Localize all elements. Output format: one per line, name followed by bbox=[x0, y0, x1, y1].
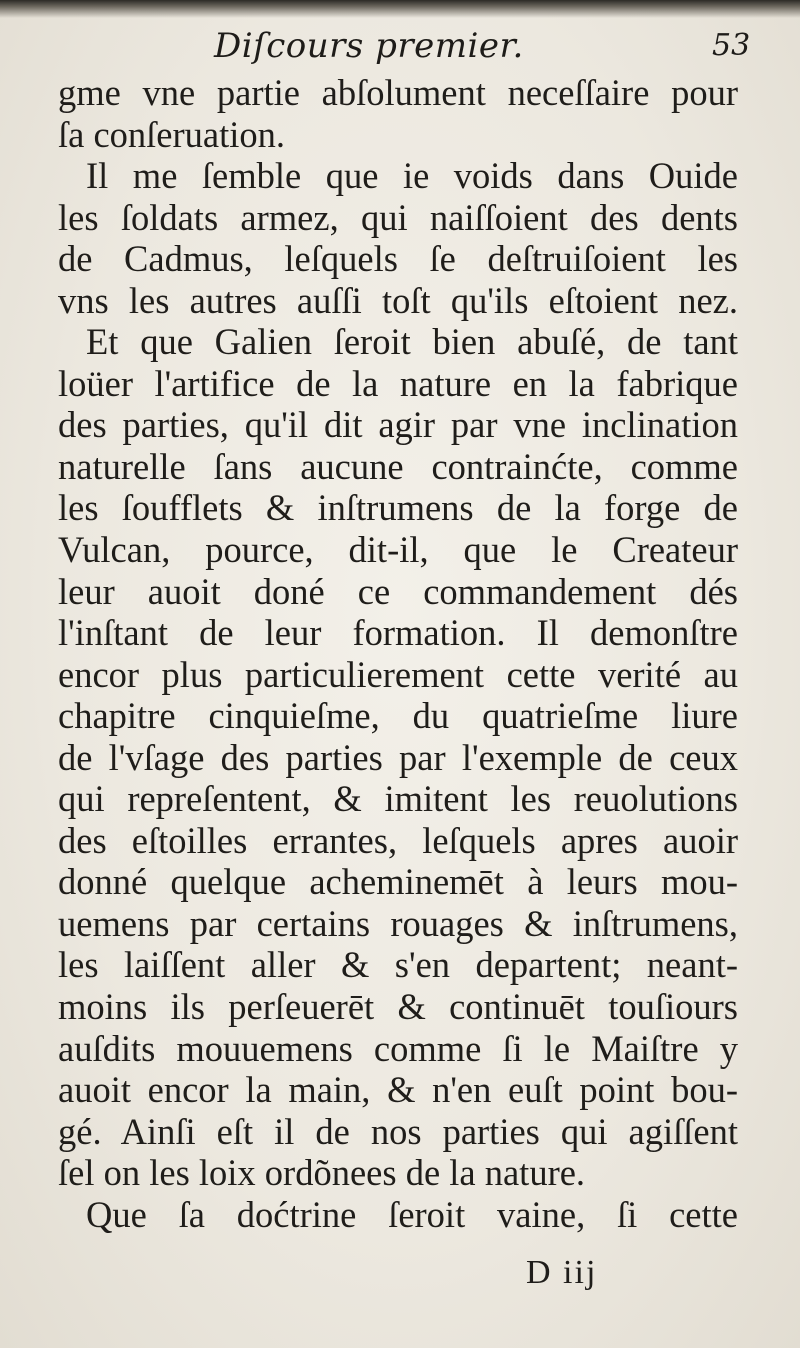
text-line: l'inſtant de leur formation. Il demonſtre bbox=[58, 612, 738, 654]
text-line: Vulcan, pource, dit-il, que le Createur bbox=[58, 529, 738, 571]
text-line: Et que Galien ſeroit bien abuſé, de tant bbox=[86, 321, 738, 363]
text-line: de l'vſage des parties par l'exemple de ceux bbox=[58, 736, 738, 778]
text-line: leur auoit doné ce commandement dés bbox=[58, 570, 738, 612]
text-line: Il me ſemble que ie voids dans Ouide bbox=[86, 155, 738, 197]
text-line: naturelle ſans aucune contrainćte, comme bbox=[58, 445, 738, 487]
text-line: qui repreſentent, & imitent les reuolutions bbox=[58, 778, 738, 820]
text-line: les laiſſent aller & s'en departent; neant- bbox=[58, 944, 738, 986]
text-line: gé. Ainſi eſt il de nos parties qui agiſſent bbox=[58, 1110, 738, 1152]
text-line: chapitre cinquieſme, du quatrieſme liure bbox=[58, 695, 738, 737]
text-line: encor plus particulierement cette verité au bbox=[58, 653, 738, 695]
page-number: 53 bbox=[712, 28, 751, 63]
text-line: ſel on les loix ordõnees de la nature. bbox=[58, 1152, 586, 1194]
text-line: vns les autres auſſi toſt qu'ils eſtoient nez. bbox=[58, 279, 738, 321]
text-line: Que ſa doćtrine ſeroit vaine, ſi cette bbox=[86, 1193, 738, 1235]
text-line: uemens par certains rouages & inſtrumens, bbox=[58, 902, 738, 944]
text-line: donné quelque acheminemēt à leurs mou- bbox=[58, 861, 738, 903]
text-line: des parties, qu'il dit agir par vne inclination bbox=[58, 404, 738, 446]
body-text bbox=[58, 72, 738, 1235]
text-line: des eſtoilles errantes, leſquels apres auoir bbox=[58, 819, 738, 861]
text-line: les ſoldats armez, qui naiſſoient des dents bbox=[58, 196, 738, 238]
text-line: moins ils perſeuerēt & continuēt touſiours bbox=[58, 986, 738, 1028]
page-top-shadow bbox=[0, 0, 800, 18]
text-line: auſdits mouuemens comme ſi le Maiſtre y bbox=[58, 1027, 738, 1069]
signature-mark: D iij bbox=[526, 1254, 598, 1291]
text-line: auoit encor la main, & n'en euſt point bou- bbox=[58, 1069, 738, 1111]
text-line: ſa conſeruation. bbox=[58, 113, 286, 155]
text-line: les ſoufflets & inſtrumens de la forge de bbox=[58, 487, 738, 529]
running-title: Diſcours premier. bbox=[214, 26, 524, 66]
page-header bbox=[0, 26, 800, 70]
text-line: de Cadmus, leſquels ſe deſtruiſoient les bbox=[58, 238, 738, 280]
text-line: gme vne partie abſolument neceſſaire pour bbox=[58, 72, 738, 113]
text-line: loüer l'artifice de la nature en la fabrique bbox=[58, 362, 738, 404]
